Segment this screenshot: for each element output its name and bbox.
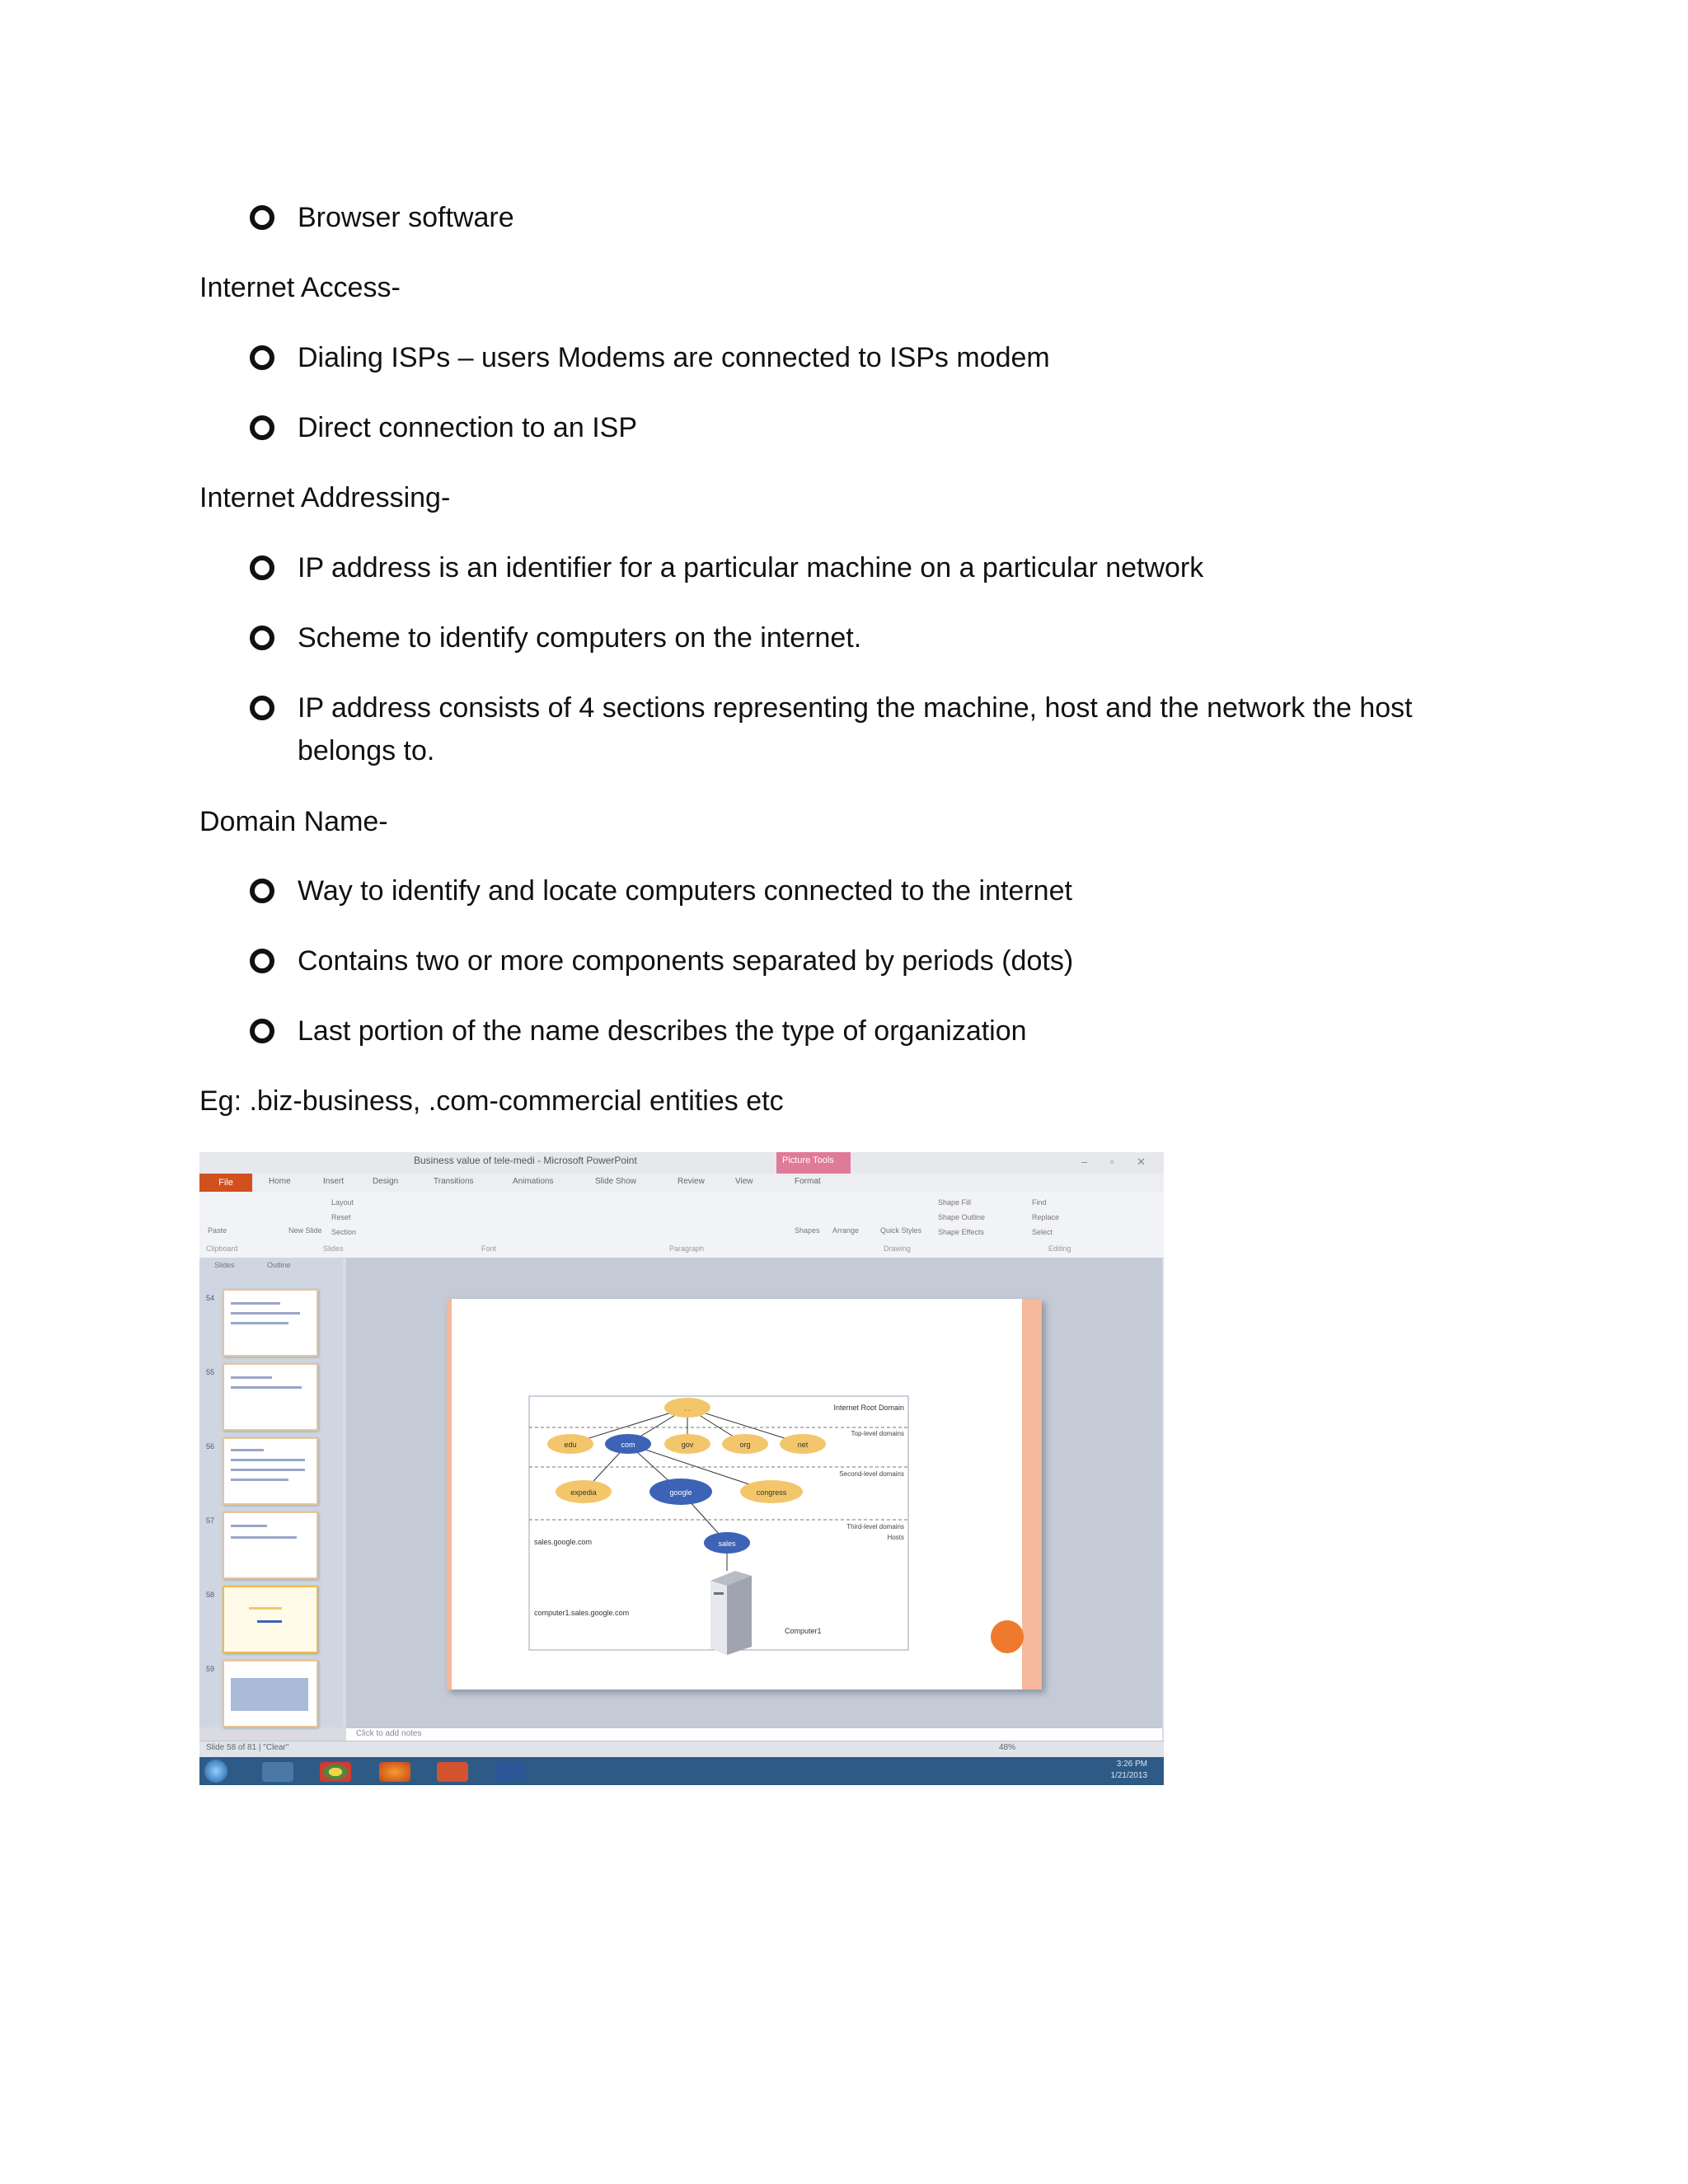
find-button: Find	[1032, 1198, 1047, 1207]
thumb-text-line	[231, 1322, 288, 1324]
group-label: Slides	[323, 1244, 344, 1253]
thumb-text-line	[231, 1449, 264, 1451]
slide	[447, 1299, 1042, 1690]
bullet-item: Scheme to identify computers on the internet.	[298, 622, 862, 654]
third-level-caption: Third-level domains	[846, 1523, 904, 1530]
thumb-table	[231, 1678, 308, 1711]
tld-label: org	[739, 1441, 751, 1449]
example-line: Eg: .biz-business, .com-commercial entities etc	[199, 1085, 784, 1117]
sales-domain-label: sales.google.com	[534, 1538, 593, 1546]
bullet-item: Browser software	[298, 202, 514, 233]
system-clock	[1111, 1759, 1148, 1782]
hollow-bullet-icon	[250, 949, 274, 973]
slide-number: 55	[206, 1368, 215, 1376]
context-tab-label: Picture Tools	[782, 1155, 834, 1165]
shapes-button: Shapes	[795, 1226, 820, 1235]
thumb-text-line	[231, 1536, 297, 1539]
slide-number: 58	[206, 1591, 215, 1599]
hollow-bullet-icon	[250, 879, 274, 903]
paste-button: Paste	[208, 1226, 227, 1235]
domain-diagram	[447, 1299, 1042, 1690]
tab-slide-show: Slide Show	[595, 1177, 637, 1186]
tld-label: edu	[564, 1441, 577, 1449]
tld-label: com	[621, 1441, 635, 1449]
slide-number: 57	[206, 1516, 215, 1525]
tld-label: gov	[681, 1441, 694, 1449]
thumb-text-line	[231, 1525, 267, 1527]
bullet-item: IP address is an identifier for a particular machine on a particular network	[298, 552, 1204, 583]
explorer-icon	[262, 1762, 293, 1782]
tab-view: View	[735, 1177, 753, 1186]
thumb-text-line	[231, 1376, 272, 1379]
status-text: Slide 58 of 81 | "Clear"	[206, 1743, 289, 1752]
hollow-bullet-icon	[250, 415, 274, 440]
arrange-button: Arrange	[832, 1226, 860, 1235]
start-button-icon	[204, 1760, 227, 1783]
window-title: Business value of tele-medi - Microsoft PowerPoint	[414, 1155, 637, 1166]
sld-label: expedia	[570, 1488, 597, 1497]
section-button: Section	[331, 1228, 357, 1236]
section-heading: Domain Name-	[199, 806, 388, 837]
tld-level-label: Top-level domains	[851, 1430, 904, 1437]
tab-review: Review	[678, 1177, 705, 1186]
window-controls: – ▫ ✕	[1081, 1155, 1156, 1168]
sld-label: google	[669, 1488, 692, 1497]
hollow-bullet-icon	[250, 205, 274, 230]
computer-label: Computer1	[785, 1627, 822, 1635]
bullet-item: Contains two or more components separated by periods (dots)	[298, 945, 1074, 977]
status-bar	[199, 1741, 1164, 1758]
file-tab: File	[199, 1174, 252, 1192]
slide-thumbnail	[223, 1363, 318, 1431]
third-level-label: sales	[718, 1540, 736, 1548]
title-bar	[199, 1152, 1164, 1174]
thumb-diagram	[249, 1607, 282, 1610]
shape-outline-button: Shape Outline	[938, 1213, 986, 1221]
bullet-item: Dialing ISPs – users Modems are connected to ISPs modem	[298, 342, 1050, 373]
root-domain-label: Internet Root Domain	[833, 1404, 904, 1412]
firefox-icon	[379, 1762, 410, 1782]
hollow-bullet-icon	[250, 555, 274, 580]
thumb-text-line	[231, 1469, 305, 1471]
sld-level-label: Second-level domains	[839, 1470, 904, 1478]
group-label: Clipboard	[206, 1244, 238, 1253]
bullet-item: IP address consists of 4 sections representing the machine, host and the network the host belongs to.	[298, 692, 1413, 766]
section-heading: Internet Addressing-	[199, 482, 451, 513]
hollow-bullet-icon	[250, 1019, 274, 1043]
tab-transitions: Transitions	[434, 1177, 474, 1186]
hollow-bullet-icon	[250, 626, 274, 650]
hollow-bullet-icon	[250, 345, 274, 370]
replace-button: Replace	[1032, 1213, 1060, 1221]
shape-fill-button: Shape Fill	[938, 1198, 972, 1207]
hollow-bullet-icon	[250, 696, 274, 720]
slide-number: 56	[206, 1442, 215, 1451]
slide-thumbnail	[223, 1511, 318, 1579]
word-icon	[495, 1762, 526, 1782]
thumb-text-line	[231, 1459, 305, 1461]
slide-number: 54	[206, 1294, 215, 1302]
tab-format: Format	[795, 1177, 821, 1186]
thumb-text-line	[231, 1479, 288, 1481]
root-node-label: . .	[684, 1404, 691, 1413]
notes-placeholder: Click to add notes	[356, 1729, 422, 1738]
new-slide-button: New Slide	[288, 1226, 322, 1235]
thumb-diagram	[257, 1620, 282, 1623]
thumb-text-line	[231, 1302, 280, 1305]
shape-effects-button: Shape Effects	[938, 1228, 984, 1236]
zoom-level: 48%	[999, 1743, 1016, 1752]
slide-thumbnail	[223, 1289, 318, 1357]
decorative-circle	[991, 1620, 1024, 1653]
bullet-item: Way to identify and locate computers connected to the internet	[298, 875, 1072, 907]
quick-styles-button: Quick Styles	[880, 1226, 922, 1235]
tab-home: Home	[269, 1177, 291, 1186]
slide-number: 59	[206, 1665, 215, 1673]
thumb-text-line	[231, 1386, 302, 1389]
tld-label: net	[797, 1441, 809, 1449]
notes-pane	[346, 1727, 1162, 1741]
panel-tab-outline: Outline	[267, 1261, 291, 1269]
tab-design: Design	[373, 1177, 399, 1186]
clock-time: 3:26 PM	[1116, 1760, 1147, 1769]
section-heading: Internet Access-	[199, 272, 401, 303]
sld-label: congress	[756, 1488, 787, 1497]
chrome-icon	[320, 1762, 351, 1782]
slide-thumbnail-selected	[223, 1586, 318, 1653]
bullet-item: Last portion of the name describes the type of organization	[298, 1015, 1027, 1047]
reset-button: Reset	[331, 1213, 351, 1221]
powerpoint-icon	[437, 1762, 468, 1782]
layout-button: Layout	[331, 1198, 354, 1207]
select-button: Select	[1032, 1228, 1053, 1236]
powerpoint-screenshot	[199, 1152, 1164, 1785]
computer-tower-icon	[710, 1571, 752, 1655]
tab-animations: Animations	[513, 1177, 554, 1186]
thumb-text-line	[231, 1312, 300, 1315]
clock-date: 1/21/2013	[1110, 1771, 1147, 1780]
group-label: Font	[481, 1244, 497, 1253]
group-label: Paragraph	[669, 1244, 705, 1253]
hosts-caption: Hosts	[887, 1534, 904, 1541]
panel-tab-slides: Slides	[214, 1261, 235, 1269]
tab-insert: Insert	[323, 1177, 345, 1186]
bullet-item: Direct connection to an ISP	[298, 412, 638, 443]
slide-thumbnail	[223, 1437, 318, 1505]
slide-thumbnail	[223, 1660, 318, 1727]
group-label: Drawing	[884, 1244, 912, 1253]
host-fqdn-label: computer1.sales.google.com	[534, 1609, 630, 1617]
group-label: Editing	[1048, 1244, 1071, 1253]
